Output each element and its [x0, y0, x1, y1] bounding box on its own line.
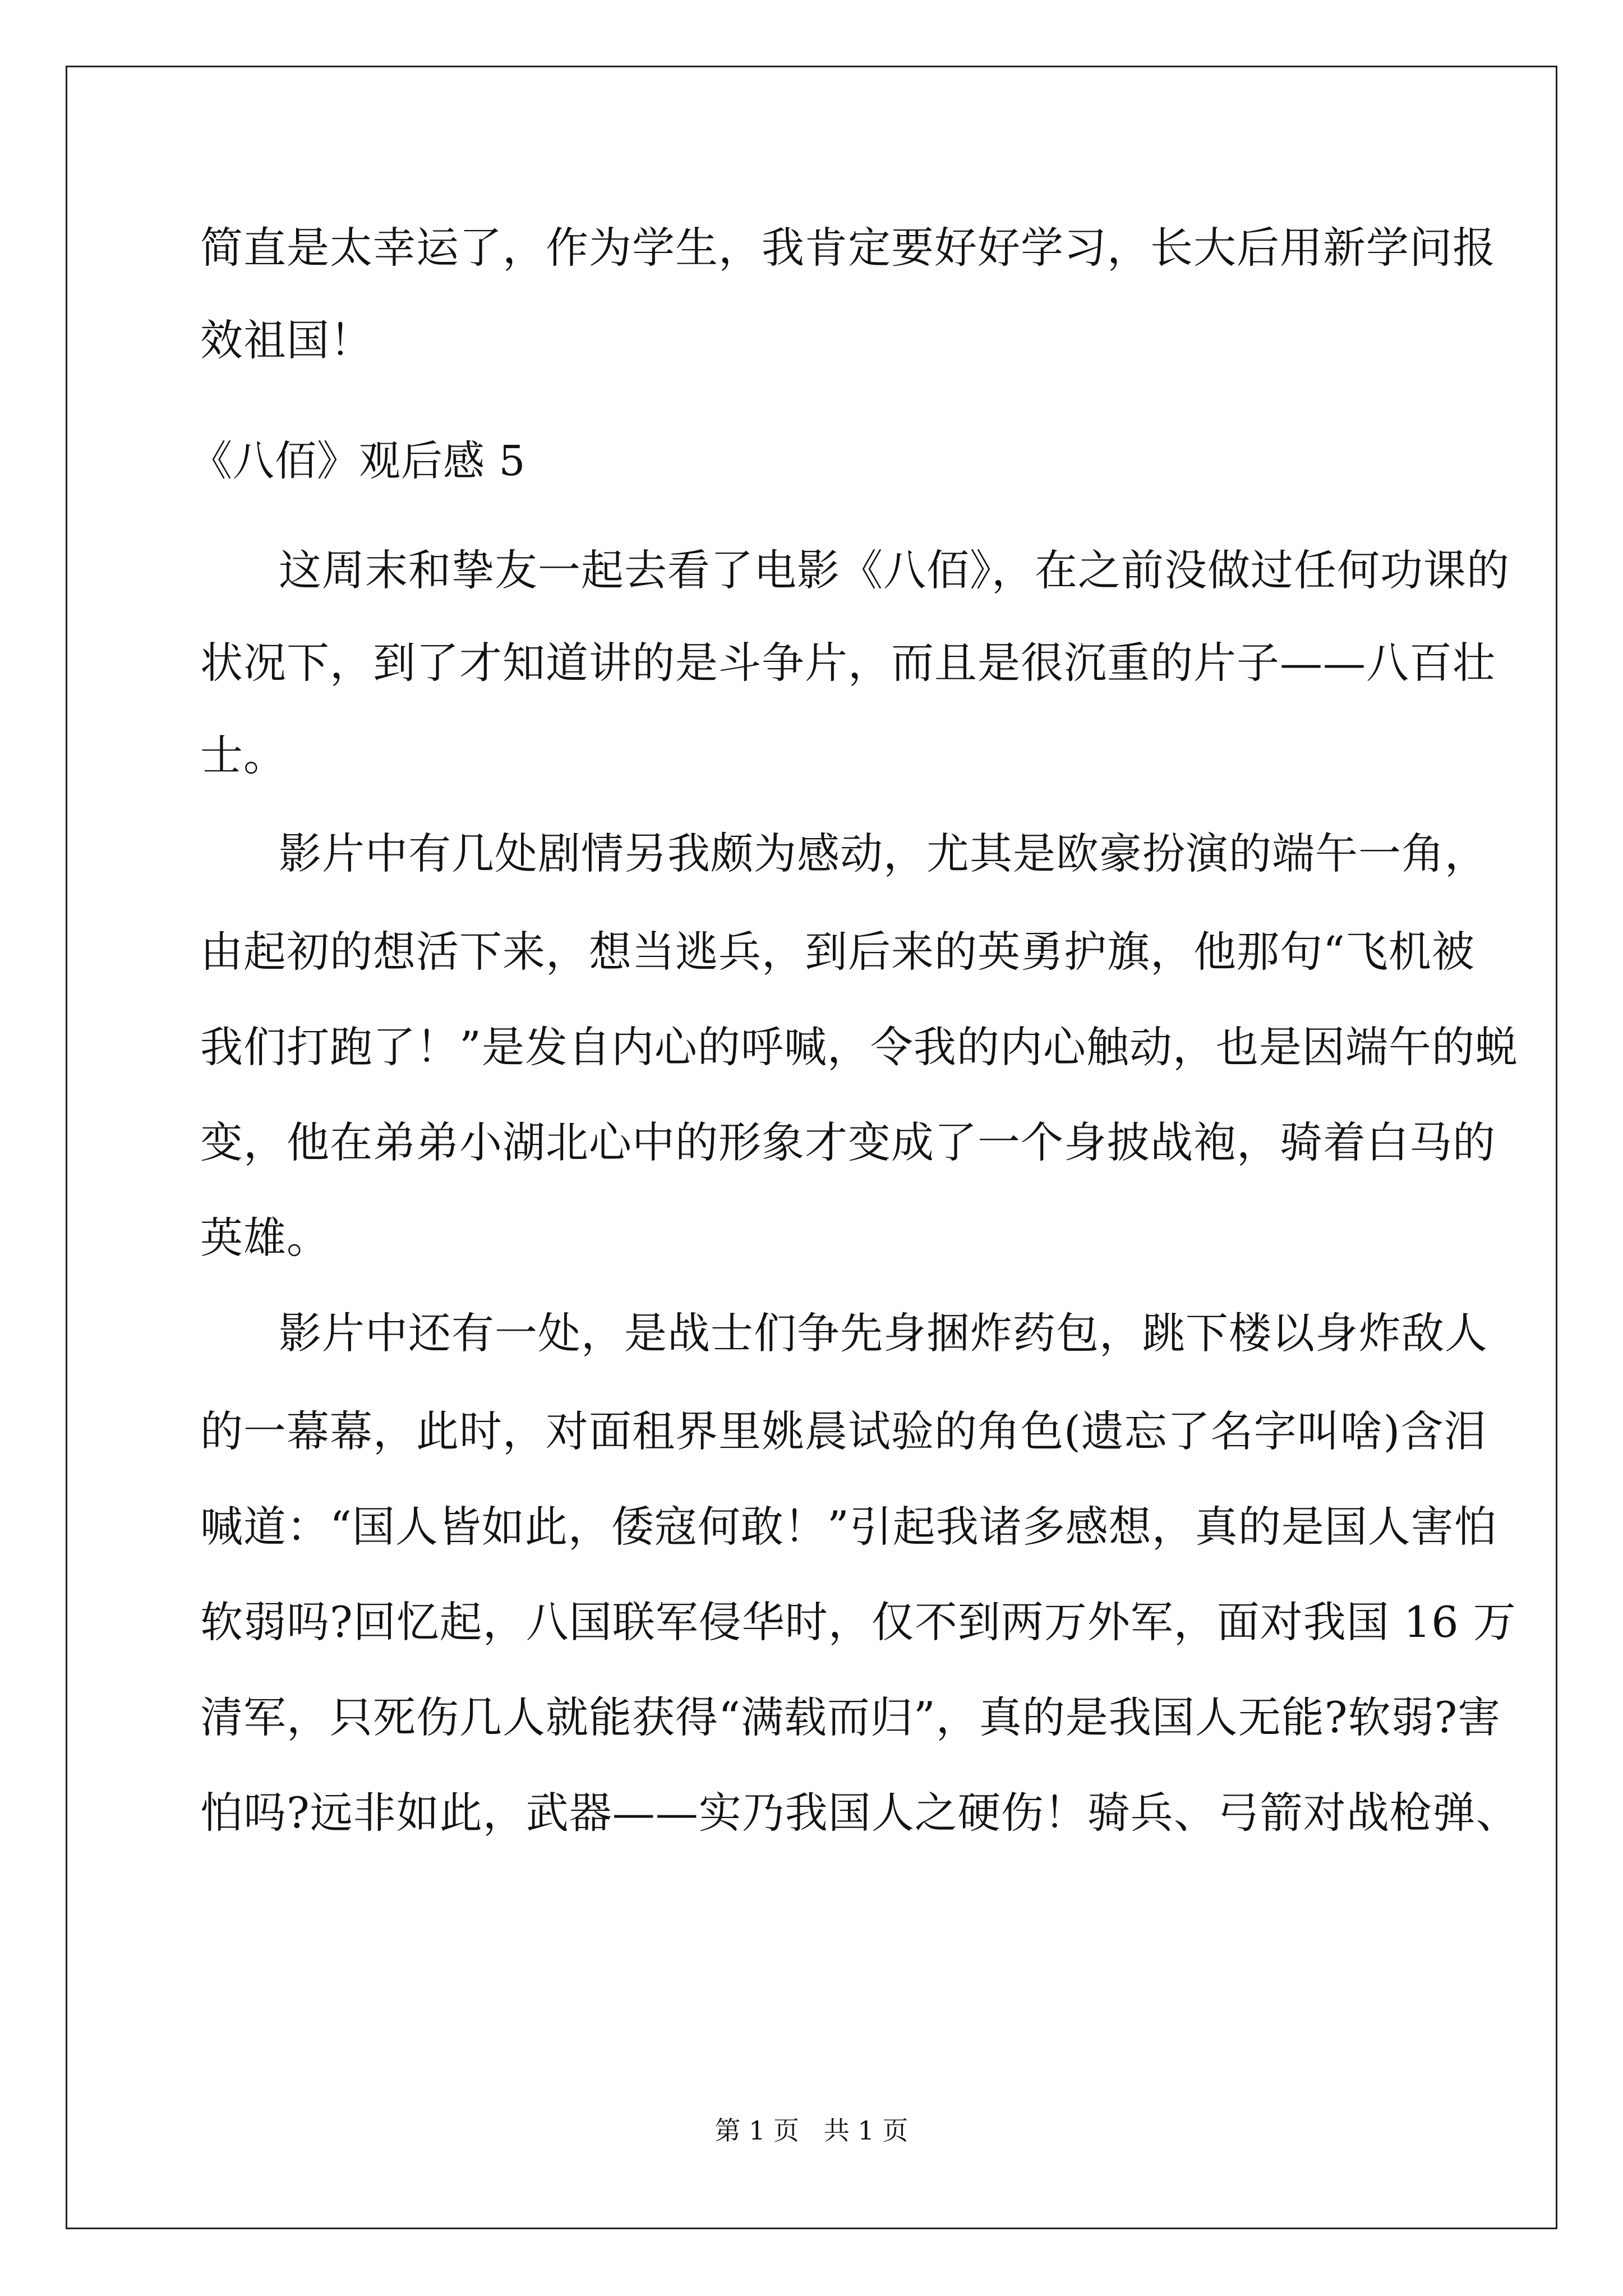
body-text-line: 的一幕幕，此时，对面租界里姚晨试验的角色(遗忘了名字叫啥)含泪 [200, 1406, 1487, 1456]
body-text-line: 软弱吗?回忆起，八国联军侵华时，仅不到两万外军，面对我国 16 万 [200, 1597, 1516, 1647]
body-text-line: 喊道：“国人皆如此，倭寇何敢！”引起我诸多感想，真的是国人害怕 [200, 1502, 1497, 1552]
body-text-line: 士。 [200, 730, 287, 780]
section-heading: 《八佰》观后感 5 [191, 437, 526, 485]
paragraph-first-line: 影片中有几处剧情另我颇为感动，尤其是欧豪扮演的端午一角， [279, 829, 1488, 878]
body-text-line: 怕吗?远非如此，武器——实乃我国人之硬伤！骑兵、弓箭对战枪弹、 [200, 1788, 1519, 1838]
page-number-footer: 第 1 页 共 1 页 [714, 2115, 909, 2146]
body-text-line: 简直是太幸运了，作为学生，我肯定要好好学习，长大后用新学问报 [200, 223, 1496, 273]
body-text-line: 变，他在弟弟小湖北心中的形象才变成了一个身披战袍，骑着白马的 [200, 1117, 1496, 1167]
body-text-line: 效祖国！ [200, 315, 373, 365]
body-text-line: 由起初的想活下来，想当逃兵，到后来的英勇护旗，他那句“飞机被 [200, 927, 1475, 977]
body-text-line: 状况下，到了才知道讲的是斗争片，而且是很沉重的片子——八百壮 [200, 638, 1496, 688]
body-text-line: 清军，只死伤几人就能获得“满载而归”，真的是我国人无能?软弱?害 [200, 1692, 1501, 1742]
body-text-line: 英雄。 [200, 1213, 330, 1263]
body-text-line: 我们打跑了！”是发自内心的呼喊，令我的内心触动，也是因端午的蜕 [200, 1022, 1518, 1072]
paragraph-first-line: 这周末和挚友一起去看了电影《八佰》，在之前没做过任何功课的 [279, 545, 1510, 595]
paragraph-first-line: 影片中还有一处，是战士们争先身捆炸药包，跳下楼以身炸敌人 [279, 1308, 1488, 1358]
